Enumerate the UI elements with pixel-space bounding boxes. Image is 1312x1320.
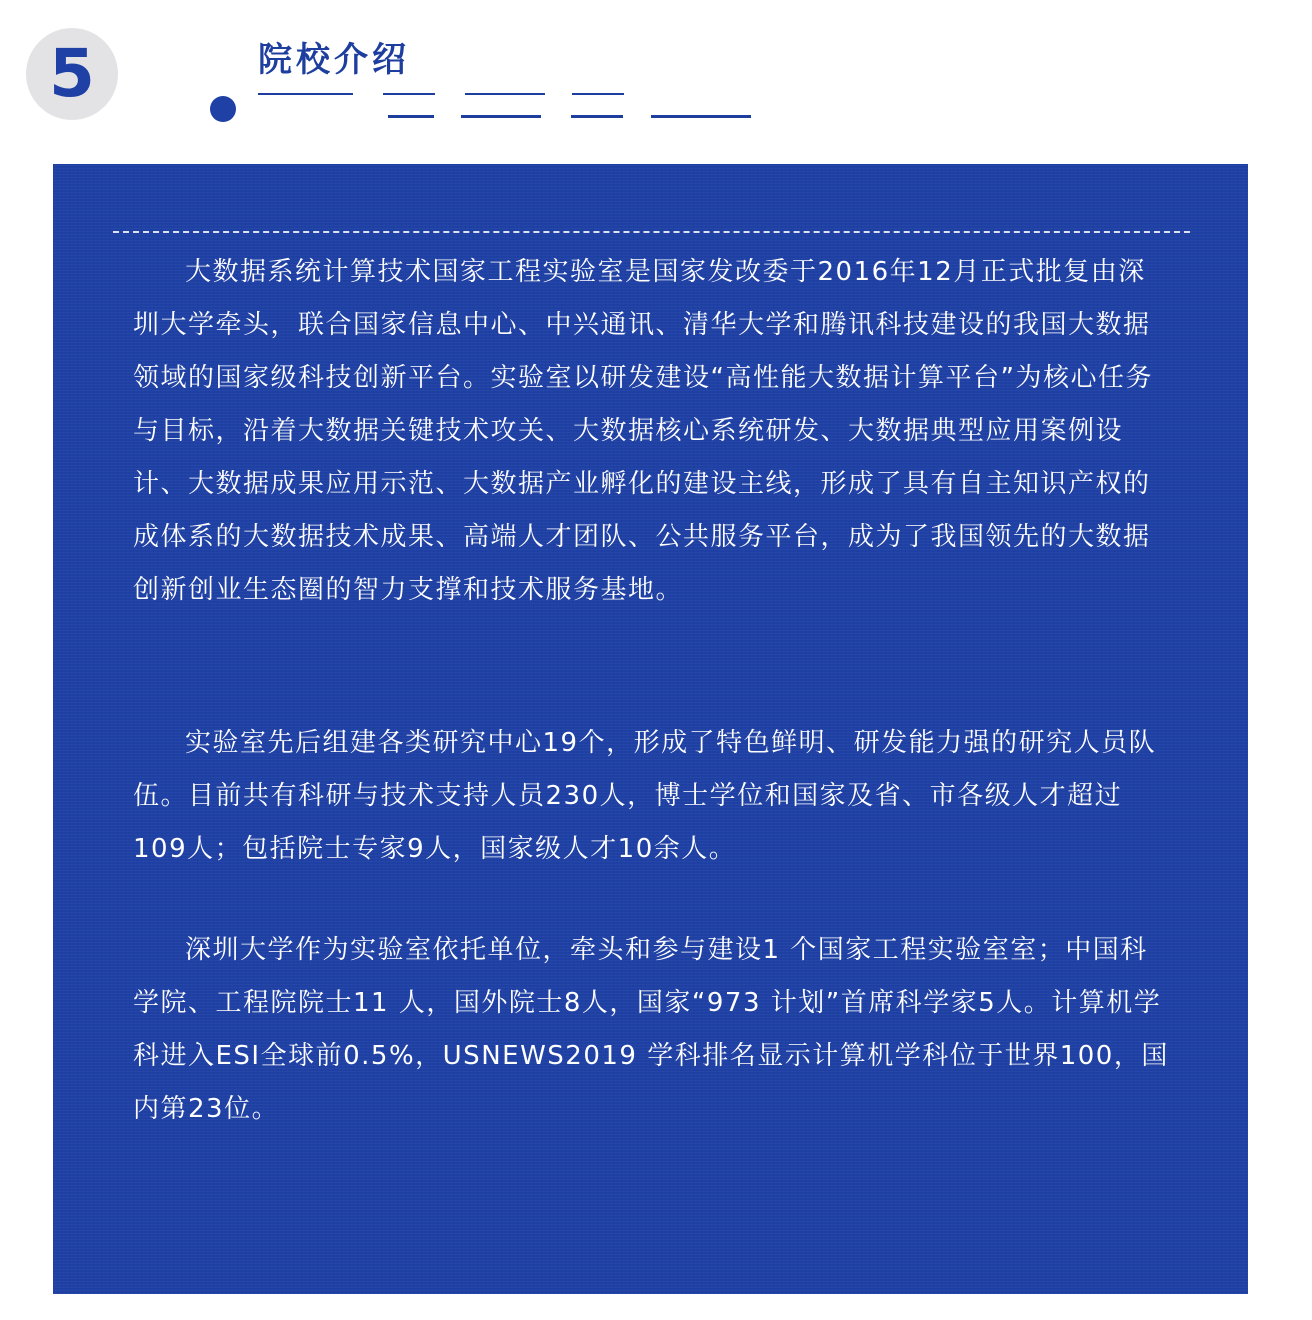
deco-line	[571, 115, 623, 118]
dashed-divider	[113, 231, 1190, 233]
content-panel	[53, 164, 1248, 1294]
paragraph-university: 深圳大学作为实验室依托单位，牵头和参与建设1 个国家工程实验室室；中国科学院、工程院院士11 人，国外院士8人，国家“973 计划”首席科学家5人。计算机学科进入ESI全球前0.5%，USNEWS2019 学科排名显示计算机学科位于世界100，国内第23位。	[133, 935, 1169, 1124]
deco-line	[383, 93, 435, 95]
title-underline	[258, 93, 353, 95]
paragraph-lab-team: 实验室先后组建各类研究中心19个，形成了特色鲜明、研发能力强的研究人员队伍。目前共有科研与技术支持人员230人，博士学位和国家及省、市各级人才超过109人；包括院士专家9人，国家级人才10余人。	[133, 728, 1157, 864]
section-number: 5	[49, 35, 95, 112]
deco-line	[572, 93, 624, 95]
body-text	[133, 246, 1171, 1136]
deco-line	[651, 115, 751, 118]
deco-line	[461, 115, 541, 118]
page-title: 院校介绍	[258, 40, 410, 80]
decorative-dot	[210, 96, 236, 122]
section-number-badge	[26, 28, 118, 120]
deco-line	[388, 115, 434, 118]
deco-line	[465, 93, 545, 95]
paragraph-lab-intro: 大数据系统计算技术国家工程实验室是国家发改委于2016年12月正式批复由深圳大学牵头，联合国家信息中心、中兴通讯、清华大学和腾讯科技建设的我国大数据领域的国家级科技创新平台。实验室以研发建设“高性能大数据计算平台”为核心任务与目标，沿着大数据关键技术攻关、大数据核心系统研发、大数据典型应用案例设计、大数据成果应用示范、大数据产业孵化的建设主线，形成了具有自主知识产权的成体系的大数据技术成果、高端人才团队、公共服务平台，成为了我国领先的大数据创新创业生态圈的智力支撑和技术服务基地。	[133, 257, 1153, 605]
